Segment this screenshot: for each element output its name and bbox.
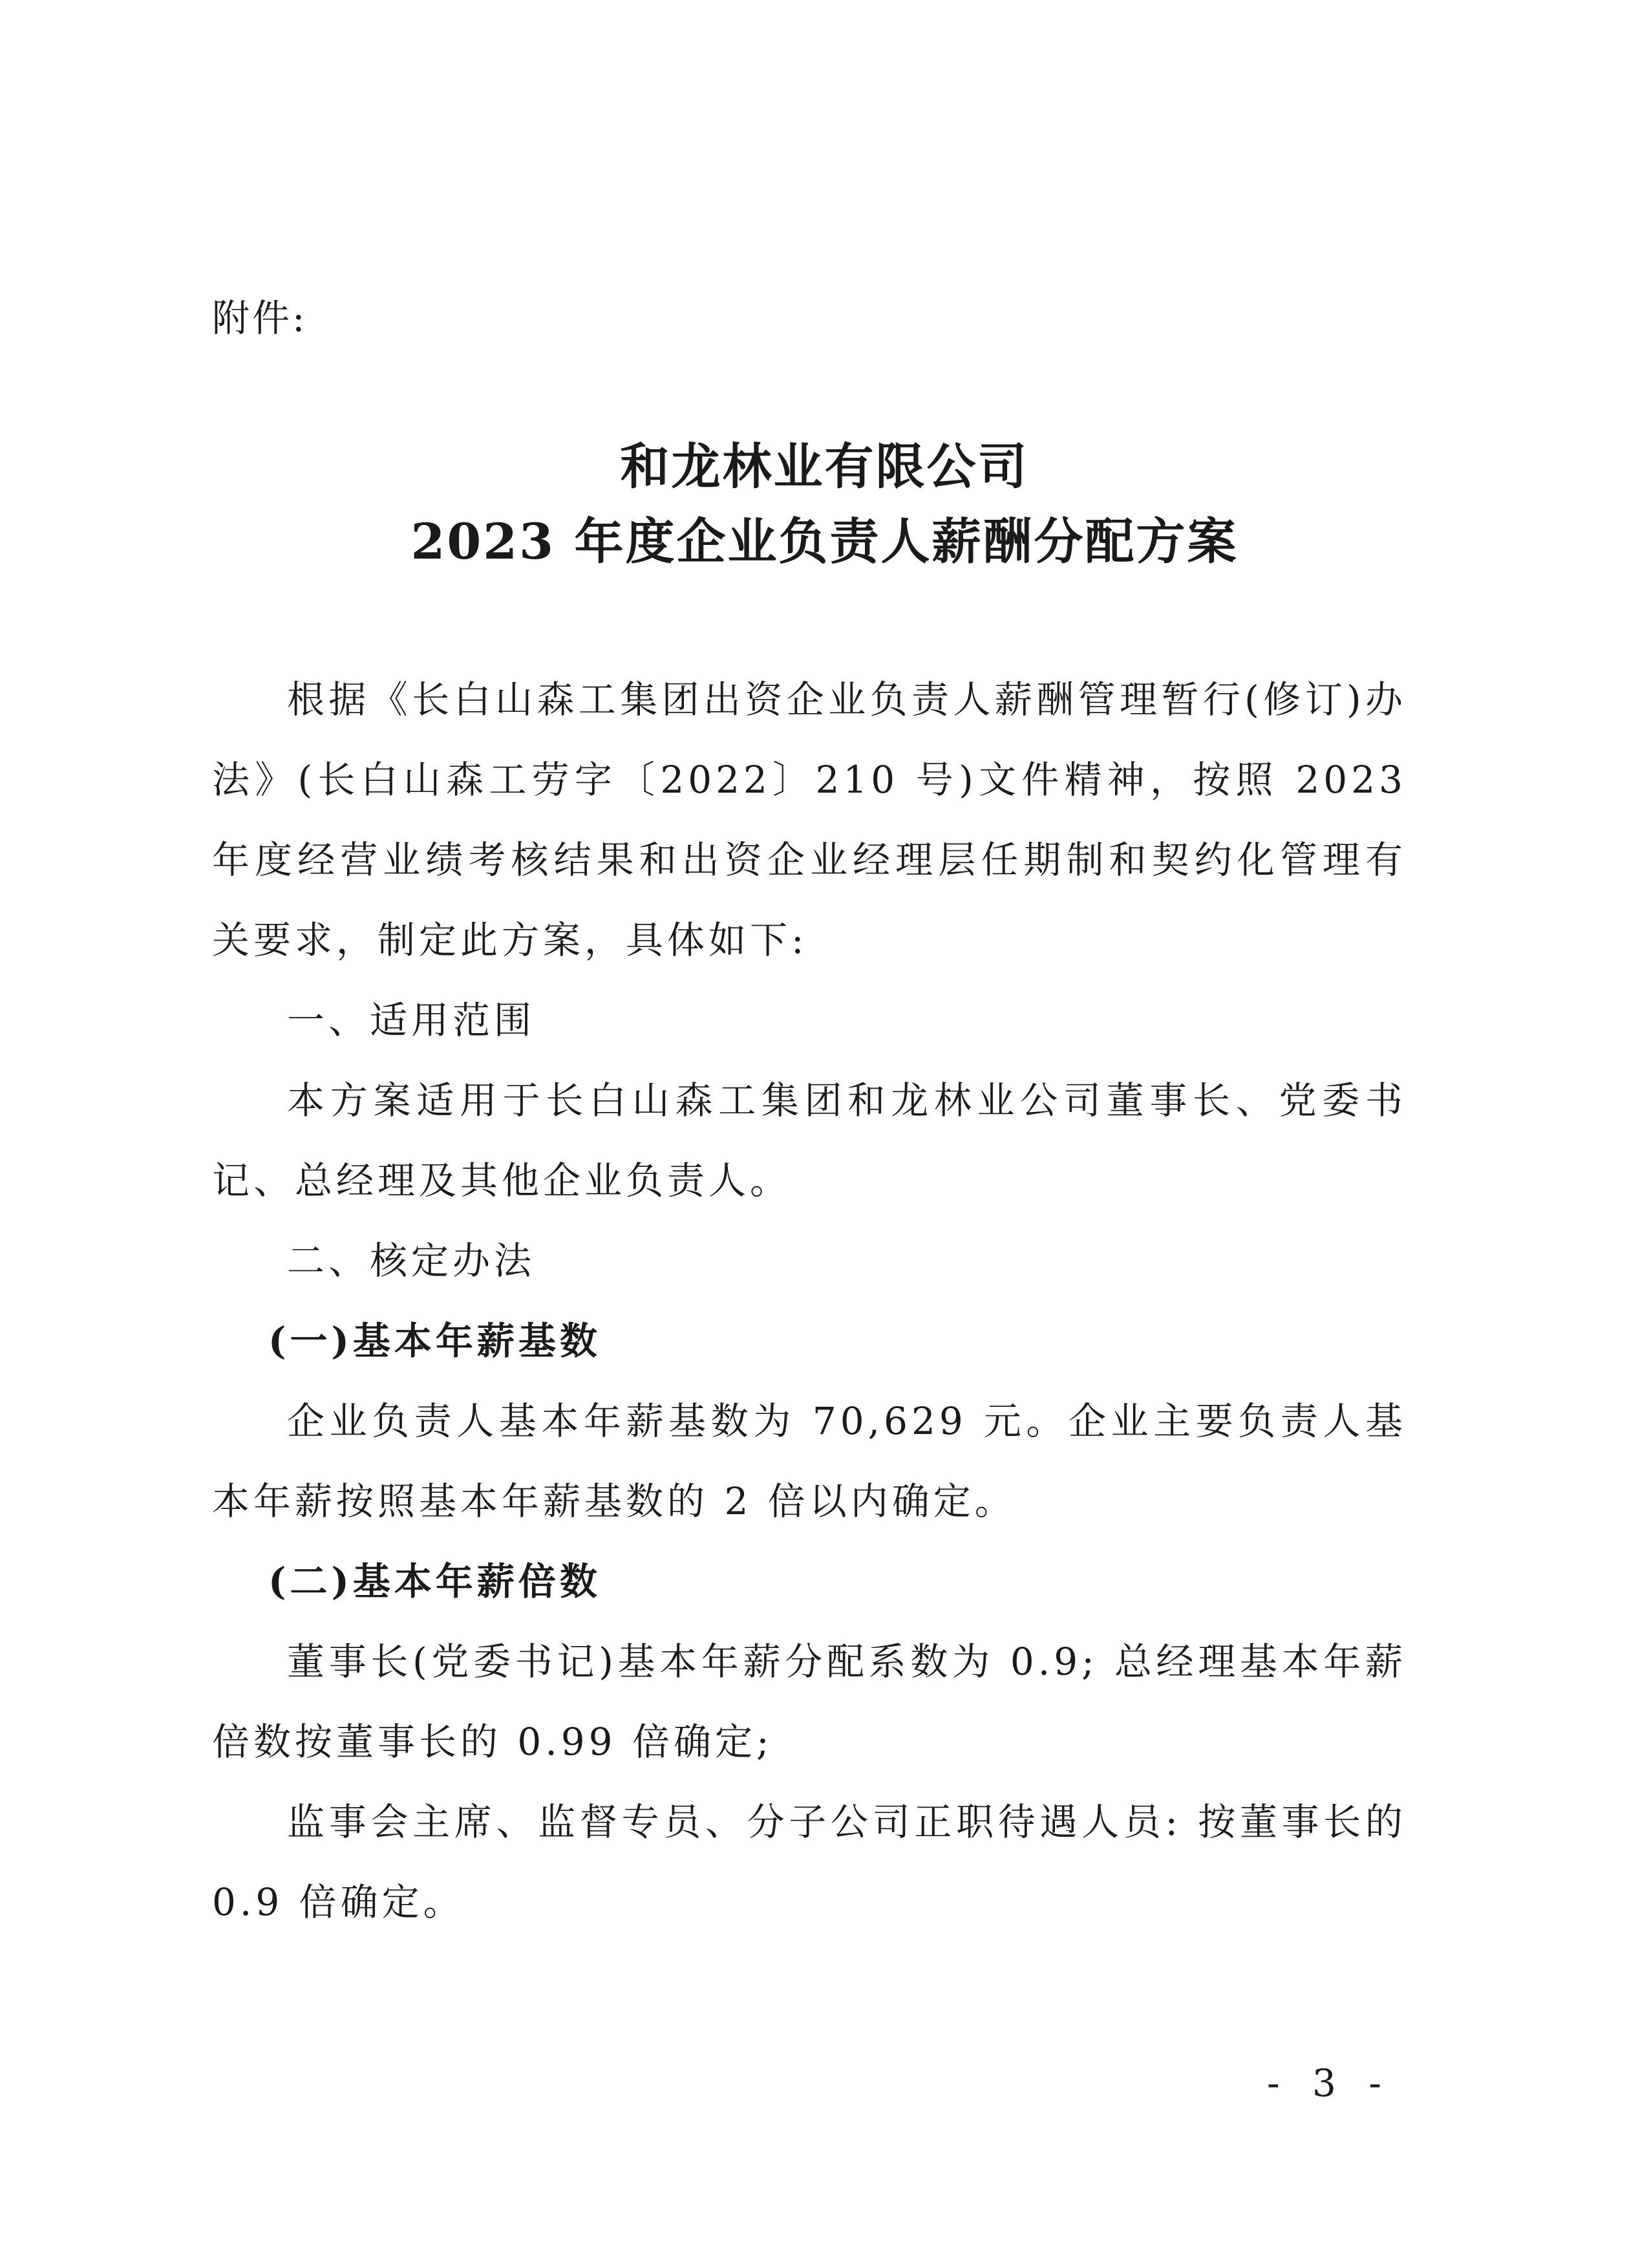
scope-paragraph: 本方案适用于长白山森工集团和龙林业公司董事长、党委书记、总经理及其他企业负责人。 [212, 1078, 1407, 1203]
document-body [212, 659, 1407, 1942]
base-salary-paragraph: 企业负责人基本年薪基数为 70,629 元。企业主要负责人基本年薪按照基本年薪基数的 2 倍以内确定。 [212, 1399, 1407, 1523]
salary-multiple-paragraph-1: 董事长(党委书记)基本年薪分配系数为 0.9; 总经理基本年薪倍数按董事长的 0.99 倍确定; [212, 1640, 1407, 1764]
section-heading-method: 二、核定办法 [287, 1239, 536, 1283]
section-heading-scope: 一、适用范围 [287, 998, 536, 1042]
document-title-company: 和龙林业有限公司 [620, 438, 1029, 495]
intro-paragraph: 根据《长白山森工集团出资企业负责人薪酬管理暂行(修订)办法》(长白山森工劳字〔2022〕210 号)文件精神，按照 2023 年度经营业绩考核结果和出资企业经理层任期制和契约化管理有关要求，制定此方案，具体如下: [212, 678, 1407, 962]
subsection-heading-base-salary: (一)基本年薪基数 [268, 1319, 601, 1363]
attachment-label: 附件: [212, 296, 308, 340]
subsection-heading-salary-multiple: (二)基本年薪倍数 [268, 1559, 601, 1603]
page-number: - 3 - [1267, 2061, 1392, 2105]
salary-multiple-paragraph-2: 监事会主席、监督专员、分子公司正职待遇人员: 按董事长的 0.9 倍确定。 [212, 1800, 1407, 1924]
document-title-plan: 2023 年度企业负责人薪酬分配方案 [410, 513, 1239, 570]
